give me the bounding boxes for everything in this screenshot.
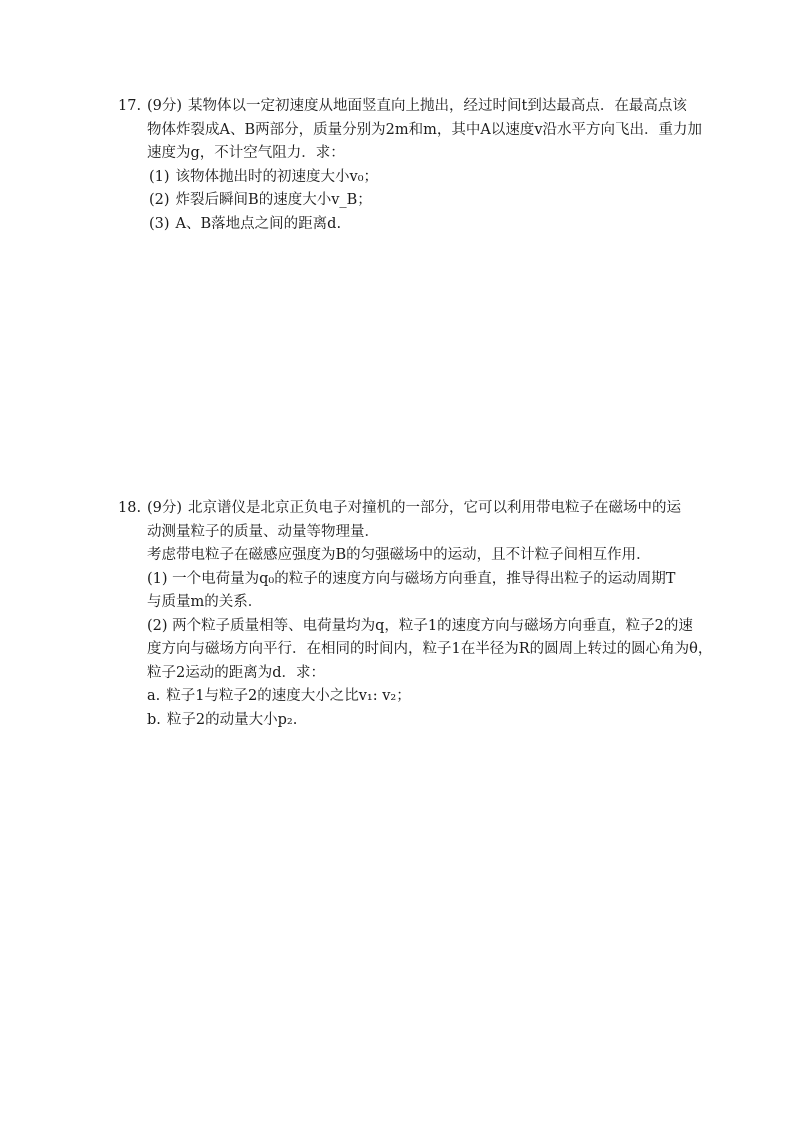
question-stem-line: 速度为g，不计空气阻力．求： (147, 145, 345, 161)
question-stem-line: 物体炸裂成A、B两部分，质量分别为2m和m，其中A以速度v沿水平方向飞出．重力加 (147, 121, 703, 138)
sub-item-b (118, 709, 698, 733)
sub-item-text: 粒子2的动量大小p₂. (166, 711, 298, 728)
sub-question-2-line: 粒子2运动的距离为d．求： (147, 664, 326, 681)
sub-question-2 (118, 189, 698, 213)
question-score: (9分) (147, 500, 183, 516)
question-stem-line: 动测量粒子的质量、动量等物理量． (147, 523, 379, 540)
question-score: (9分) (147, 98, 183, 114)
sub-question-text: 该物体抛出时的初速度大小v₀； (175, 168, 379, 185)
sub-question-2-line: 度方向与磁场方向平行．在相同的时间内，粒子1在半径为R的圆周上转过的圆心角为θ， (147, 641, 713, 657)
sub-question-1-line: 与质量m的关系． (147, 594, 263, 610)
question-17 (118, 95, 703, 236)
sub-question-text: A、B落地点之间的距离d. (175, 215, 342, 232)
sub-item-text: 粒子1与粒子2的速度大小之比v₁: v₂； (166, 688, 411, 704)
sub-question-2-line: (2) 两个粒子质量相等、电荷量均为q，粒子1的速度方向与磁场方向垂直，粒子2的速 (147, 617, 693, 634)
sub-item-label: b. (147, 711, 161, 728)
sub-question-label: (1) (149, 168, 170, 185)
question-stem-line: 考虑带电粒子在磁感应强度为B的匀强磁场中的运动，且不计粒子间相互作用． (147, 547, 651, 563)
question-number: 18. (118, 500, 142, 516)
sub-question-1 (118, 166, 698, 190)
sub-question-1-line: (1) 一个电荷量为q₀的粒子的速度方向与磁场方向垂直，推导得出粒子的运动周期T (147, 570, 676, 587)
question-stem-line: 北京谱仪是北京正负电子对撞机的一部分，它可以利用带电粒子在磁场中的运 (188, 500, 682, 516)
question-17-first-line (118, 95, 698, 119)
sub-question-label: (2) (149, 192, 170, 208)
sub-question-text: 炸裂后瞬间B的速度大小v_B； (175, 192, 372, 208)
sub-question-3 (118, 213, 698, 237)
question-stem-line: 某物体以一定初速度从地面竖直向上抛出，经过时间t到达最高点．在最高点该 (188, 98, 687, 114)
question-18-first-line (118, 497, 698, 521)
question-number: 17. (118, 98, 142, 114)
sub-item-a (118, 685, 698, 709)
sub-question-label: (3) (149, 215, 170, 232)
question-18 (118, 497, 713, 732)
sub-item-label: a. (147, 688, 161, 704)
